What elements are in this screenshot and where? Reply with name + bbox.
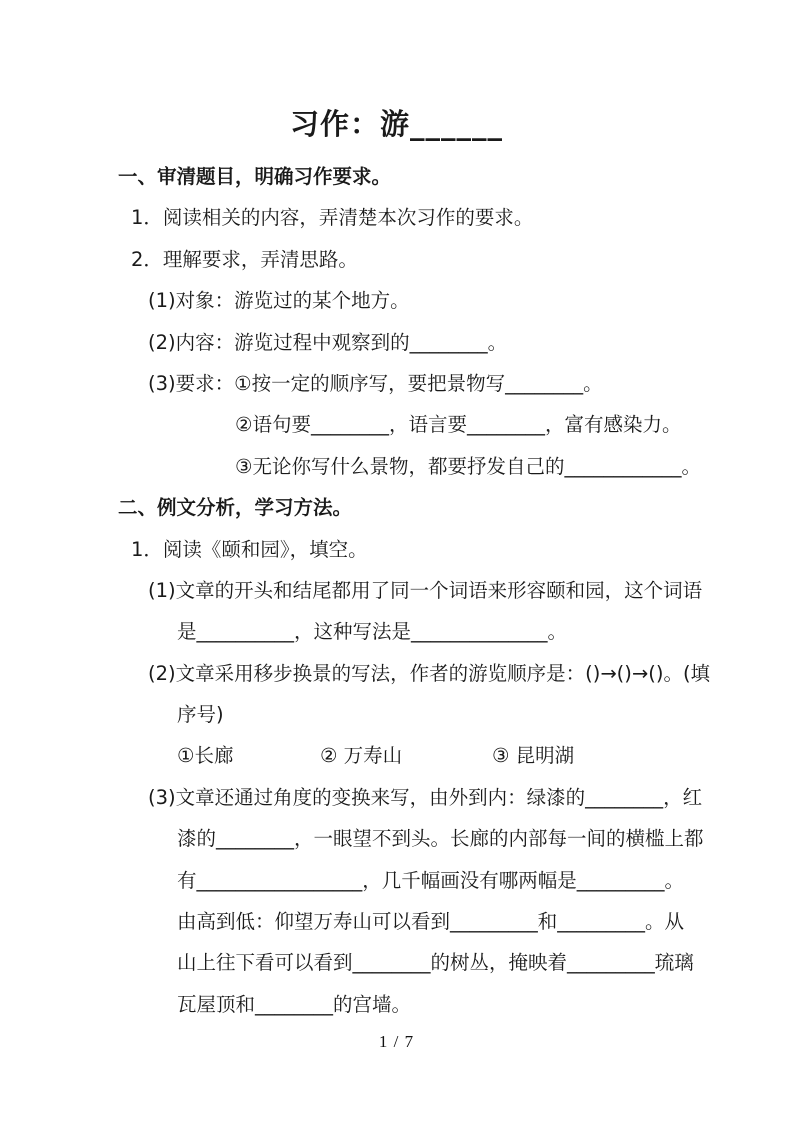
text-line: 有_________________，几千幅画没有哪两幅是_________。 [177, 868, 685, 892]
text-line: 山上往下看可以看到________的树丛，掩映着_________琉璃 [177, 951, 694, 975]
text-line: 二、例文分析，学习方法。 [118, 496, 353, 520]
text-line: 瓦屋顶和________的宫墙。 [177, 992, 412, 1016]
text-line: (1)文章的开头和结尾都用了同一个词语来形容颐和园，这个词语 [148, 578, 703, 602]
option-item: ② 万寿山 [320, 744, 403, 768]
text-line: (1)对象：游览过的某个地方。 [148, 289, 410, 313]
text-line: (2)文章采用移步换景的写法，作者的游览顺序是：()→()→()。(填 [148, 661, 711, 685]
text-line: 由高到低：仰望万寿山可以看到_________和_________。从 [177, 910, 685, 934]
text-line: (3)要求：①按一定的顺序写，要把景物写________。 [148, 371, 603, 395]
text-line: (2)内容：游览过程中观察到的________。 [148, 330, 508, 354]
text-line: 是__________，这种写法是______________。 [177, 620, 568, 644]
option-item: ③ 昆明湖 [492, 744, 575, 768]
text-line: 一、审清题目，明确习作要求。 [118, 165, 392, 188]
page-title: 习作：游______ [289, 107, 503, 141]
text-line: 1．阅读相关的内容，弄清楚本次习作的要求。 [131, 206, 534, 230]
text-line: 2．理解要求，弄清思路。 [131, 247, 358, 271]
text-line: ③无论你写什么景物，都要抒发自己的____________。 [235, 454, 701, 478]
text-line: (3)文章还通过角度的变换来写，由外到内：绿漆的________，红 [148, 785, 703, 809]
option-item: ①长廊 [177, 744, 234, 768]
text-line: ②语句要________，语言要________，富有感染力。 [235, 413, 682, 437]
text-line: 1．阅读《颐和园》，填空。 [131, 537, 368, 561]
text-line: 序号) [177, 703, 224, 727]
document-body [0, 156, 793, 1025]
page-number: 1 / 7 [378, 1032, 415, 1051]
text-line: 漆的________，一眼望不到头。长廊的内部每一间的横槛上都 [177, 827, 704, 851]
text-line [0, 735, 793, 776]
